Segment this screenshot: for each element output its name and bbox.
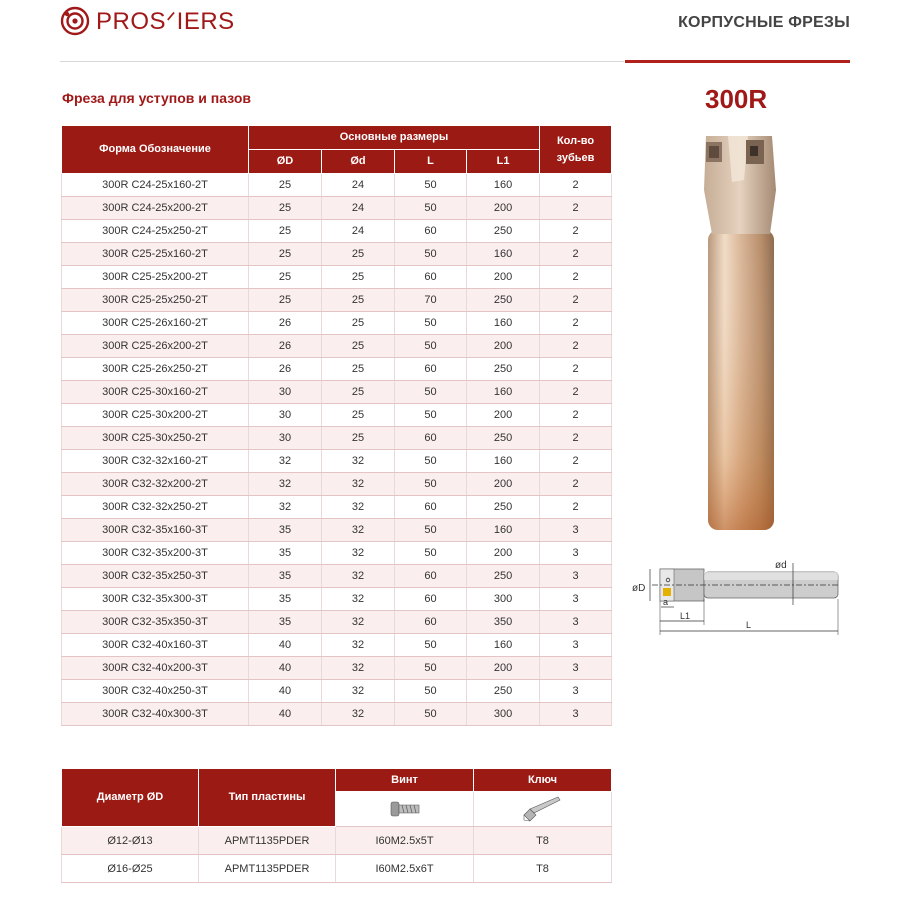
cell-d: 32	[322, 634, 395, 657]
table-row	[62, 703, 612, 726]
cell-L: 50	[395, 312, 467, 335]
cell-D: 35	[249, 519, 322, 542]
cell-d: 25	[322, 312, 395, 335]
cell-L: 50	[395, 404, 467, 427]
cell-z: 2	[540, 289, 612, 312]
header-diameter: Диаметр ØD	[62, 769, 199, 827]
cell-name: 300R C32-32x200-2T	[62, 473, 249, 496]
cell-z: 2	[540, 266, 612, 289]
cell-name: 300R C32-40x160-3T	[62, 634, 249, 657]
cell-D: 25	[249, 197, 322, 220]
cell-name: 300R C25-26x160-2T	[62, 312, 249, 335]
label-D: øD	[632, 583, 646, 594]
cell-D: 26	[249, 335, 322, 358]
cell-L1: 200	[467, 657, 540, 680]
cell-key: T8	[474, 855, 612, 883]
cell-L1: 200	[467, 542, 540, 565]
cell-L: 50	[395, 450, 467, 473]
label-L1: L1	[680, 611, 691, 621]
cell-z: 2	[540, 427, 612, 450]
cell-name: 300R C32-32x160-2T	[62, 450, 249, 473]
cell-L: 60	[395, 565, 467, 588]
cell-insert: APMT1135PDER	[199, 827, 336, 855]
cell-L1: 160	[467, 519, 540, 542]
table-row	[62, 519, 612, 542]
cell-z: 3	[540, 634, 612, 657]
cell-name: 300R C32-35x200-3T	[62, 542, 249, 565]
cell-D: 26	[249, 358, 322, 381]
cell-z: 3	[540, 519, 612, 542]
logo-mark-icon	[60, 6, 90, 36]
cell-name: 300R C32-40x300-3T	[62, 703, 249, 726]
cell-L: 50	[395, 703, 467, 726]
logo-text: PROSᐟIERS	[96, 7, 235, 35]
cell-d: 32	[322, 496, 395, 519]
cell-name: 300R C24-25x200-2T	[62, 197, 249, 220]
cell-D: 35	[249, 611, 322, 634]
header-divider	[60, 61, 624, 62]
cell-d: 24	[322, 220, 395, 243]
cell-L: 60	[395, 588, 467, 611]
torx-key-icon	[520, 793, 566, 823]
table-row	[62, 312, 612, 335]
cell-L: 50	[395, 680, 467, 703]
table-row	[62, 542, 612, 565]
cell-name: 300R C32-35x300-3T	[62, 588, 249, 611]
table-row	[62, 220, 612, 243]
table-row	[62, 381, 612, 404]
cell-z: 3	[540, 565, 612, 588]
table-row	[62, 289, 612, 312]
cell-L1: 200	[467, 473, 540, 496]
cell-L: 60	[395, 496, 467, 519]
cell-z: 2	[540, 473, 612, 496]
cell-d: 32	[322, 657, 395, 680]
section-title: КОРПУСНЫЕ ФРЕЗЫ	[678, 14, 850, 31]
accessories-table	[61, 768, 612, 883]
screw-image-cell	[336, 792, 474, 827]
cell-L1: 200	[467, 335, 540, 358]
product-subtitle: Фреза для уступов и пазов	[62, 90, 251, 106]
cell-z: 2	[540, 381, 612, 404]
cell-D: 32	[249, 496, 322, 519]
cell-L1: 160	[467, 634, 540, 657]
cell-L1: 200	[467, 266, 540, 289]
table-row	[62, 404, 612, 427]
cell-d: 32	[322, 588, 395, 611]
cell-z: 3	[540, 611, 612, 634]
header-teeth: Кол-во зубьев	[540, 126, 612, 174]
table-row	[62, 496, 612, 519]
cell-name: 300R C25-25x250-2T	[62, 289, 249, 312]
cell-L: 50	[395, 519, 467, 542]
cell-z: 2	[540, 404, 612, 427]
header-main-dimensions: Основные размеры	[249, 126, 540, 150]
cell-D: 30	[249, 404, 322, 427]
header-form: Форма Обозначение	[62, 126, 249, 174]
cell-z: 3	[540, 703, 612, 726]
header-screw: Винт	[336, 769, 474, 792]
cell-name: 300R C24-25x160-2T	[62, 174, 249, 197]
cell-d: 25	[322, 243, 395, 266]
table-row	[62, 588, 612, 611]
cell-L1: 200	[467, 197, 540, 220]
cell-L: 50	[395, 473, 467, 496]
cell-D: 25	[249, 220, 322, 243]
cell-L1: 250	[467, 427, 540, 450]
cell-D: 26	[249, 312, 322, 335]
cell-diameter: Ø12-Ø13	[62, 827, 199, 855]
cell-z: 3	[540, 657, 612, 680]
cell-L1: 250	[467, 496, 540, 519]
cell-d: 25	[322, 404, 395, 427]
cell-L: 50	[395, 243, 467, 266]
cell-L1: 160	[467, 312, 540, 335]
cell-z: 2	[540, 312, 612, 335]
table-row	[62, 335, 612, 358]
cell-insert: APMT1135PDER	[199, 855, 336, 883]
cell-d: 32	[322, 703, 395, 726]
cell-L1: 250	[467, 289, 540, 312]
cell-L: 50	[395, 634, 467, 657]
cell-name: 300R C25-30x160-2T	[62, 381, 249, 404]
cell-L: 50	[395, 542, 467, 565]
cell-D: 35	[249, 588, 322, 611]
table-row	[62, 243, 612, 266]
cell-z: 2	[540, 335, 612, 358]
table-row	[62, 427, 612, 450]
cell-d: 32	[322, 473, 395, 496]
cell-diameter: Ø16-Ø25	[62, 855, 199, 883]
cell-L1: 350	[467, 611, 540, 634]
cell-D: 40	[249, 634, 322, 657]
cell-D: 30	[249, 381, 322, 404]
cell-L1: 160	[467, 450, 540, 473]
cell-d: 32	[322, 680, 395, 703]
cell-name: 300R C32-40x250-3T	[62, 680, 249, 703]
table-row	[62, 358, 612, 381]
cell-d: 32	[322, 542, 395, 565]
cell-D: 40	[249, 657, 322, 680]
cell-L: 50	[395, 174, 467, 197]
cell-L1: 250	[467, 565, 540, 588]
cell-L: 70	[395, 289, 467, 312]
label-d: ød	[775, 560, 787, 571]
cell-D: 35	[249, 542, 322, 565]
cell-D: 40	[249, 703, 322, 726]
cell-z: 2	[540, 496, 612, 519]
header-L: L	[395, 150, 467, 174]
header-insert: Тип пластины	[199, 769, 336, 827]
header-L1: L1	[467, 150, 540, 174]
cell-d: 32	[322, 565, 395, 588]
cell-z: 2	[540, 358, 612, 381]
table-row	[62, 855, 612, 883]
cell-L1: 160	[467, 174, 540, 197]
cell-L: 50	[395, 381, 467, 404]
dimensions-table	[61, 125, 612, 726]
header-accent-line	[625, 60, 850, 63]
cell-L1: 250	[467, 680, 540, 703]
cell-D: 35	[249, 565, 322, 588]
cell-L1: 160	[467, 381, 540, 404]
cell-L1: 200	[467, 404, 540, 427]
cell-L: 60	[395, 266, 467, 289]
table-row	[62, 174, 612, 197]
cell-d: 25	[322, 266, 395, 289]
cell-D: 25	[249, 289, 322, 312]
cell-name: 300R C32-35x250-3T	[62, 565, 249, 588]
table-row	[62, 197, 612, 220]
tool-photo	[700, 130, 790, 535]
screw-icon	[385, 794, 425, 822]
cell-screw: I60M2.5x6T	[336, 855, 474, 883]
cell-D: 32	[249, 450, 322, 473]
cell-name: 300R C32-40x200-3T	[62, 657, 249, 680]
label-a: a	[663, 597, 669, 607]
cell-D: 25	[249, 266, 322, 289]
cell-z: 3	[540, 542, 612, 565]
cell-d: 25	[322, 381, 395, 404]
cell-D: 32	[249, 473, 322, 496]
cell-L1: 300	[467, 703, 540, 726]
table-row	[62, 450, 612, 473]
cell-z: 3	[540, 680, 612, 703]
cell-L: 50	[395, 197, 467, 220]
cell-d: 25	[322, 358, 395, 381]
cell-d: 25	[322, 427, 395, 450]
table-row	[62, 611, 612, 634]
cell-key: T8	[474, 827, 612, 855]
table-row	[62, 473, 612, 496]
cell-name: 300R C25-25x160-2T	[62, 243, 249, 266]
cell-name: 300R C32-35x160-3T	[62, 519, 249, 542]
brand-logo	[60, 6, 235, 36]
cell-L: 50	[395, 335, 467, 358]
cell-name: 300R C25-26x200-2T	[62, 335, 249, 358]
cell-z: 2	[540, 174, 612, 197]
cell-D: 25	[249, 174, 322, 197]
cell-D: 30	[249, 427, 322, 450]
cell-name: 300R C24-25x250-2T	[62, 220, 249, 243]
model-title: 300R	[705, 84, 768, 114]
cell-d: 25	[322, 335, 395, 358]
cell-L1: 160	[467, 243, 540, 266]
cell-name: 300R C25-25x200-2T	[62, 266, 249, 289]
cell-z: 2	[540, 450, 612, 473]
table-row	[62, 266, 612, 289]
cell-L: 60	[395, 611, 467, 634]
cell-z: 2	[540, 243, 612, 266]
cell-D: 25	[249, 243, 322, 266]
cell-z: 3	[540, 588, 612, 611]
cell-d: 24	[322, 174, 395, 197]
cell-L1: 250	[467, 220, 540, 243]
cell-L: 60	[395, 220, 467, 243]
header-d: Ød	[322, 150, 395, 174]
cell-name: 300R C25-26x250-2T	[62, 358, 249, 381]
table-row	[62, 657, 612, 680]
cell-L: 50	[395, 657, 467, 680]
dimension-scheme	[628, 555, 843, 640]
cell-name: 300R C32-32x250-2T	[62, 496, 249, 519]
label-L: L	[746, 620, 752, 630]
cell-z: 2	[540, 197, 612, 220]
cell-L: 60	[395, 427, 467, 450]
cell-d: 32	[322, 611, 395, 634]
cell-L: 60	[395, 358, 467, 381]
header-D: ØD	[249, 150, 322, 174]
table-row	[62, 565, 612, 588]
cell-z: 2	[540, 220, 612, 243]
table-row	[62, 827, 612, 855]
cell-d: 25	[322, 289, 395, 312]
cell-name: 300R C25-30x250-2T	[62, 427, 249, 450]
cell-d: 24	[322, 197, 395, 220]
header-key: Ключ	[474, 769, 612, 792]
cell-L1: 250	[467, 358, 540, 381]
cell-d: 32	[322, 519, 395, 542]
table-row	[62, 680, 612, 703]
cell-screw: I60M2.5x5T	[336, 827, 474, 855]
cell-name: 300R C32-35x350-3T	[62, 611, 249, 634]
cell-D: 40	[249, 680, 322, 703]
cell-name: 300R C25-30x200-2T	[62, 404, 249, 427]
table-row	[62, 634, 612, 657]
key-image-cell	[474, 792, 612, 827]
cell-d: 32	[322, 450, 395, 473]
cell-L1: 300	[467, 588, 540, 611]
